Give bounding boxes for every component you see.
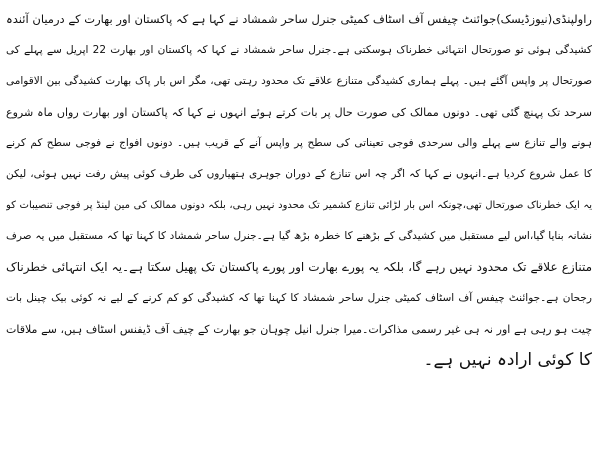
article-line-4: سرحد تک پہنچ گئی تھی۔ دونوں ممالک کی صورت حال پر بات کرتے ہوئے انہوں نے کہا کہ پاکستان اور بھارت رواں ماہ شروع	[6, 106, 592, 119]
article-line-1: راولپنڈی(نیوزڈیسک)جوائنٹ چیفس آف اسٹاف کمیٹی جنرل ساحر شمشاد نے کہا ہے کہ پاکستان اور بھارت کے درمیان آئندہ	[6, 12, 592, 26]
article-line-3: صورتحال پر واپس آگئے ہیں۔ پہلے ہماری کشیدگی متنازع علاقے تک محدود رہتی تھی، مگر اس بار پاک بھارت کشیدگی بین الاقوامی	[6, 75, 592, 87]
article-line-2: کشیدگی ہوئی تو صورتحال انتہائی خطرناک ہوسکتی ہے۔جنرل ساحر شمشاد نے کہا کہ پاکستان اور بھارت 22 اپریل سے پہلے کی	[6, 44, 592, 56]
article-line-9: متنازع علاقے تک محدود نہیں رہے گا، بلکہ یہ پورے بھارت اور پورے پاکستان تک پھیل سکتا ہے۔یہ ایک انتہائی خطرناک	[6, 260, 592, 274]
article-line-5: ہونے والے تنازع سے پہلے والی سرحدی فوجی تعیناتی کی سطح پر واپس آنے کے قریب ہیں۔ دونوں افواج نے فوجی سطح کم کرنے	[6, 137, 592, 149]
article-body	[6, 4, 592, 376]
article-line-11: چیت ہو رہی ہے اور نہ ہی غیر رسمی مذاکرات۔میرا جنرل انیل چوہان جو بھارت کے چیف آف ڈیفنس اسٹاف ہیں، سے ملاقات	[6, 323, 592, 336]
article-line-6: کا عمل شروع کردیا ہے۔انہوں نے کہا کہ اگر چہ اس تنازع کے دوران جوہری ہتھیاروں کی طرف کوئی پیش رفت نہیں ہوئی، لیکن	[6, 168, 592, 180]
article-line-10: رجحان ہے۔جوائنٹ چیفس آف اسٹاف کمیٹی جنرل ساحر شمشاد کا کہنا تھا کہ کشیدگی کو کم کرنے کے لیے نہ کوئی بیک چینل بات	[6, 292, 592, 304]
article-line-8: نشانہ بنایا گیا،اس لیے مستقبل میں کشیدگی کے بڑھنے کا خطرہ بڑھ گیا ہے۔جنرل ساحر شمشاد کا کہنا تھا کہ مستقبل میں یہ صرف	[6, 230, 592, 242]
article-line-12: کا کوئی ارادہ نہیں ہے۔	[423, 350, 592, 370]
article-line-7: یہ ایک خطرناک صورتحال تھی،چونکہ اس بار لڑائی تنازع کشمیر تک محدود نہیں رہی، بلکہ دونوں ممالک کی مین لینڈ پر فوجی تنصیبات کو	[6, 200, 592, 211]
